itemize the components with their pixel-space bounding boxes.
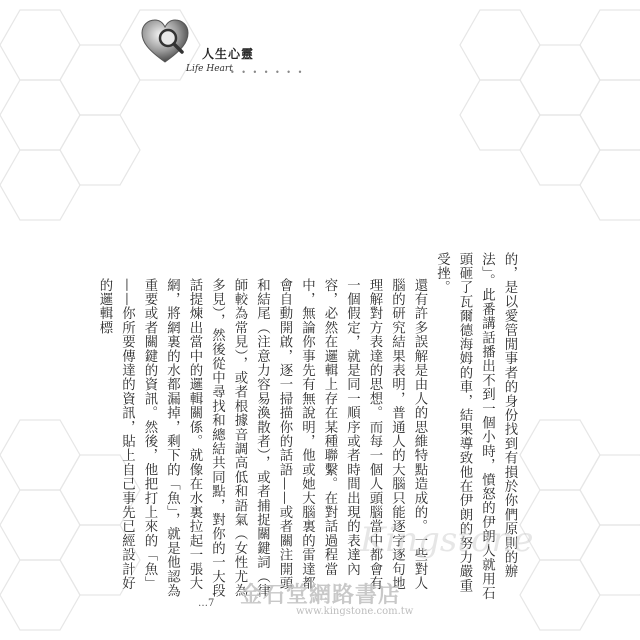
decorative-dots: • • • • • • • [230, 68, 305, 77]
watermark-store-name: 金石堂網路書店 [240, 582, 402, 608]
watermark-url: www.kingstone.com.tw [296, 606, 414, 617]
running-header [140, 18, 340, 78]
paragraph: 還有許多誤解是由人的思維特點造成的。一些對人腦的研究結果表明，普通人的大腦只能逐字逐句地理解對方表達的思想。而每一個人頭腦當中都會有一個假定，就是同一順序或者時間出現的表達內容，必然在邏輯上存在某種聯繫。在對話過程當中，無論你事先有無說明，他或她大腦裏的雷達都會自動開啟，逐一掃描你的話語——或者關注開頭和結尾（注意力容易渙散者），或者捕捉關鍵詞（律師較為常見），或者根據音調高低和語氣（女性尤為多見），然後從中尋找和總結共同點，對你的一大段話提煉出當中的邏輯關係。就像在水裏拉起一張大網，將網裏的水都漏掉，剩下的「魚」，就是他認為重要或者關鍵的資訊。然後，他把打上來的「魚」——你所要傳達的資訊，貼上自己事先已經設計好的邏輯標 [97, 278, 427, 598]
series-title-english: Life Heart [186, 64, 233, 74]
watermark-kingstone: Kingstone [360, 520, 534, 560]
series-title: 人生心靈 [202, 47, 255, 61]
watermark [228, 578, 428, 638]
heart-magnifier-icon [140, 18, 190, 66]
paragraph: 的，是以愛管閒事者的身份找到有損於你們原則的辦法」。此番講話播出不到一個小時，憤怒的伊朗人就用石頭砸了瓦爾德海姆的車，結果導致他在伊朗的努力嚴重受挫。 [434, 252, 517, 601]
page-number: …7 [198, 598, 215, 609]
